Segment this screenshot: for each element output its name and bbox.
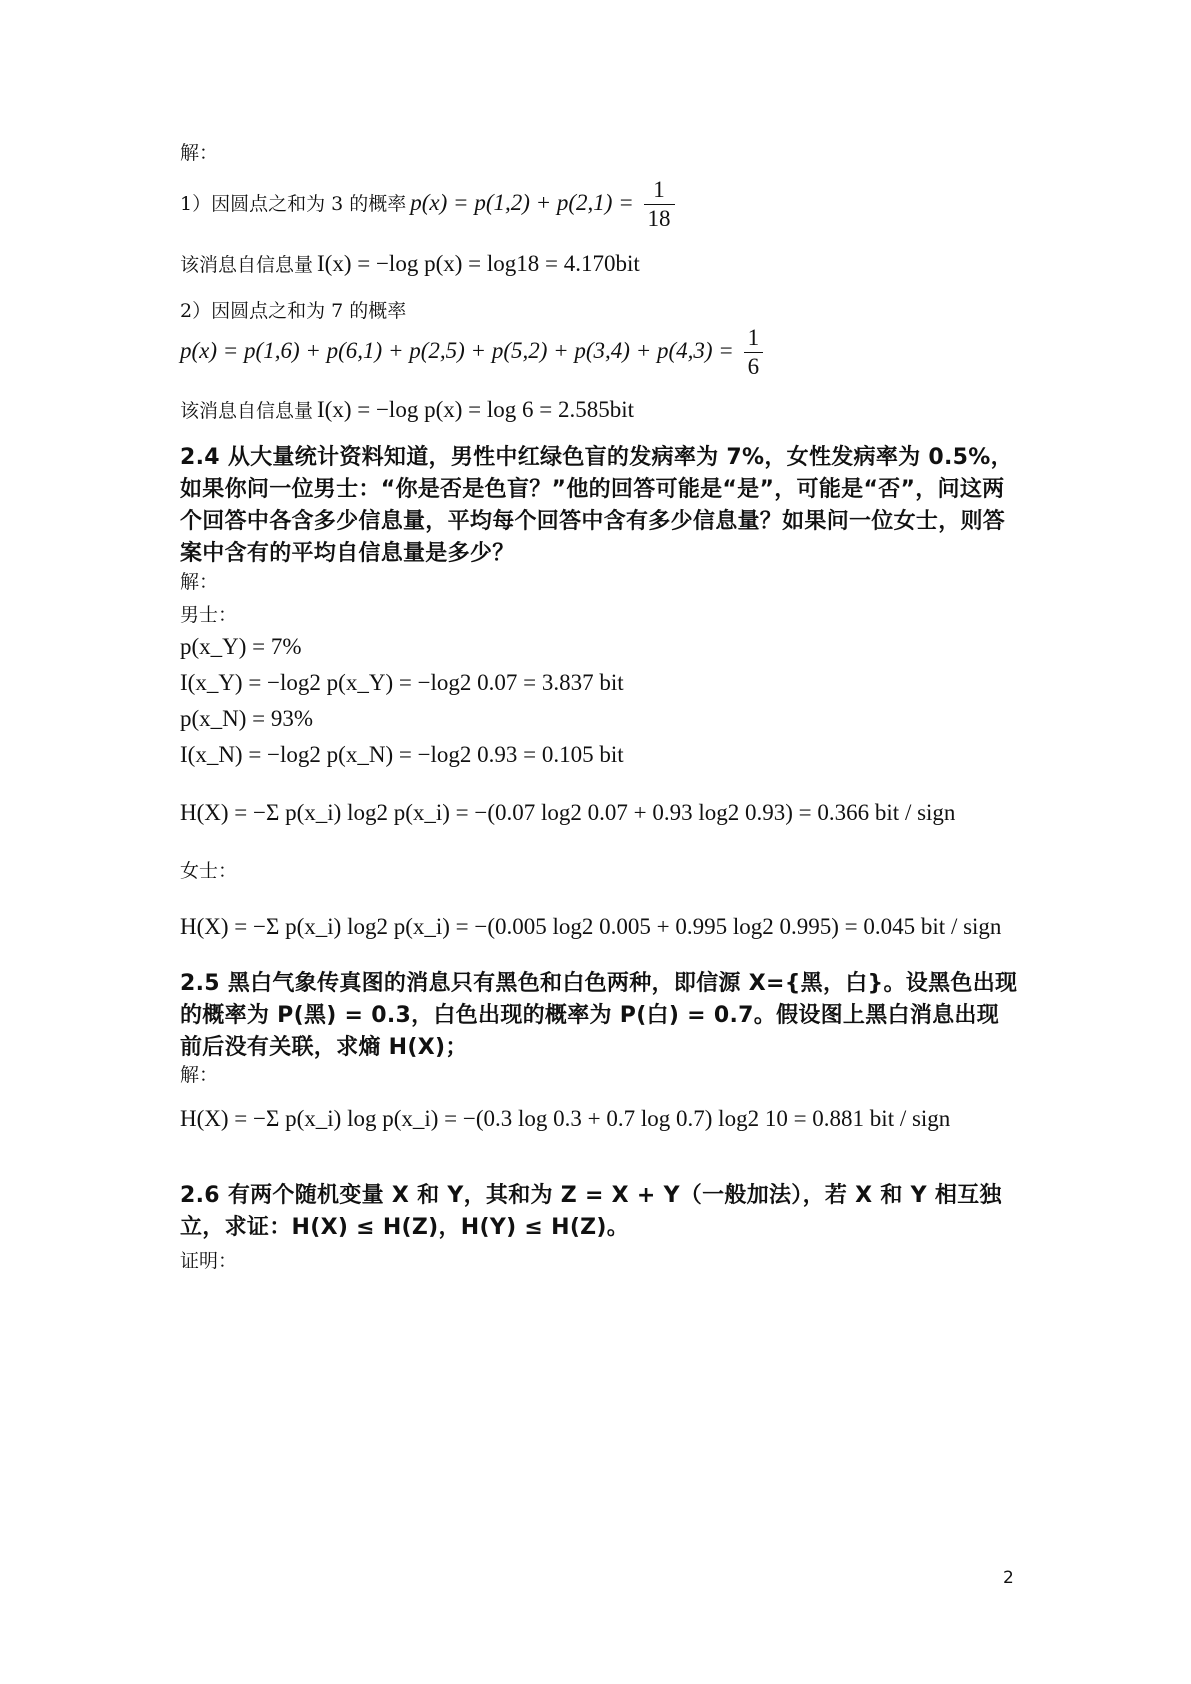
part1-info-line: [180, 250, 640, 277]
part1-info-prefix: 该消息自信息量: [180, 254, 314, 276]
part1-prefix: 1）因圆点之和为 3 的概率: [180, 192, 407, 215]
q24-eq6: H(X) = −Σ p(x_i) log2 p(x_i) = −(0.005 log2 0.005 + 0.995 log2 0.995) = 0.045 bit / sign: [180, 914, 1002, 939]
q24-eq5: H(X) = −Σ p(x_i) log2 p(x_i) = −(0.07 log2 0.07 + 0.93 log2 0.93) = 0.366 bit / sign: [180, 800, 956, 825]
part2-eq-lhs: p(x) = p(1,6) + p(6,1) + p(2,5) + p(5,2) + p(3,4) + p(4,3) =: [180, 337, 734, 363]
part2-frac-num: 1: [744, 324, 764, 353]
part1-equation: [410, 177, 674, 231]
part1-frac-den: 18: [647, 206, 671, 231]
part1-line: [180, 176, 675, 233]
part2-fraction: [744, 324, 764, 381]
q24-female-label: 女士：: [180, 860, 238, 882]
q24-eq2: I(x_Y) = −log2 p(x_Y) = −log2 0.07 = 3.837 bit: [180, 670, 624, 695]
part2-info-prefix: 该消息自信息量: [180, 400, 314, 422]
page-number: 2: [1003, 1568, 1014, 1588]
part2-frac-den: 6: [747, 354, 760, 379]
q24-solution-label: 解：: [180, 571, 219, 593]
q24-male-label: 男士：: [180, 604, 238, 626]
part1-fraction: [644, 176, 675, 233]
part2-info-equation: I(x) = −log p(x) = log 6 = 2.585bit: [317, 397, 635, 422]
part2-equation-line: [180, 324, 763, 381]
part2-equation: [180, 325, 763, 379]
part1-eq-lhs: p(x) = p(1,2) + p(2,1) =: [410, 189, 634, 215]
question-2-6: 2.6 有两个随机变量 X 和 Y，其和为 Z = X + Y（一般加法），若 X 和 Y 相互独立，求证：H(X) ≤ H(Z)，H(Y) ≤ H(Z)。: [180, 1183, 1002, 1240]
question-2-4: 2.4 从大量统计资料知道，男性中红绿色盲的发病率为 7%，女性发病率为 0.5%，如果你问一位男士：“你是否是色盲？”他的回答可能是“是”，可能是“否”，问这两个回答中各含多少信息量，平均每个回答中含有多少信息量？如果问一位女士，则答案中含有的平均自信息量是多少？: [180, 445, 1013, 566]
part2-prefix: 2）因圆点之和为 7 的概率: [180, 300, 407, 322]
q26-proof-label: 证明：: [180, 1250, 238, 1272]
q24-eq3: p(x_N) = 93%: [180, 706, 314, 731]
q25-eq1: H(X) = −Σ p(x_i) log p(x_i) = −(0.3 log 0.3 + 0.7 log 0.7) log2 10 = 0.881 bit / sign: [180, 1106, 951, 1131]
part2-info-line: [180, 396, 634, 423]
q24-eq4: I(x_N) = −log2 p(x_N) = −log2 0.93 = 0.105 bit: [180, 742, 624, 767]
question-2-5: 2.5 黑白气象传真图的消息只有黑色和白色两种，即信源 X={黑，白}。设黑色出现的概率为 P(黑) = 0.3，白色出现的概率为 P(白) = 0.7。假设图上黑白消息出现前后没有关联，求熵 H(X)；: [180, 971, 1018, 1060]
part1-frac-num: 1: [644, 176, 675, 205]
solution-label: 解：: [180, 142, 219, 164]
q25-solution-label: 解：: [180, 1064, 219, 1086]
part1-info-equation: I(x) = −log p(x) = log18 = 4.170bit: [317, 251, 640, 276]
q24-eq1: p(x_Y) = 7%: [180, 634, 302, 659]
